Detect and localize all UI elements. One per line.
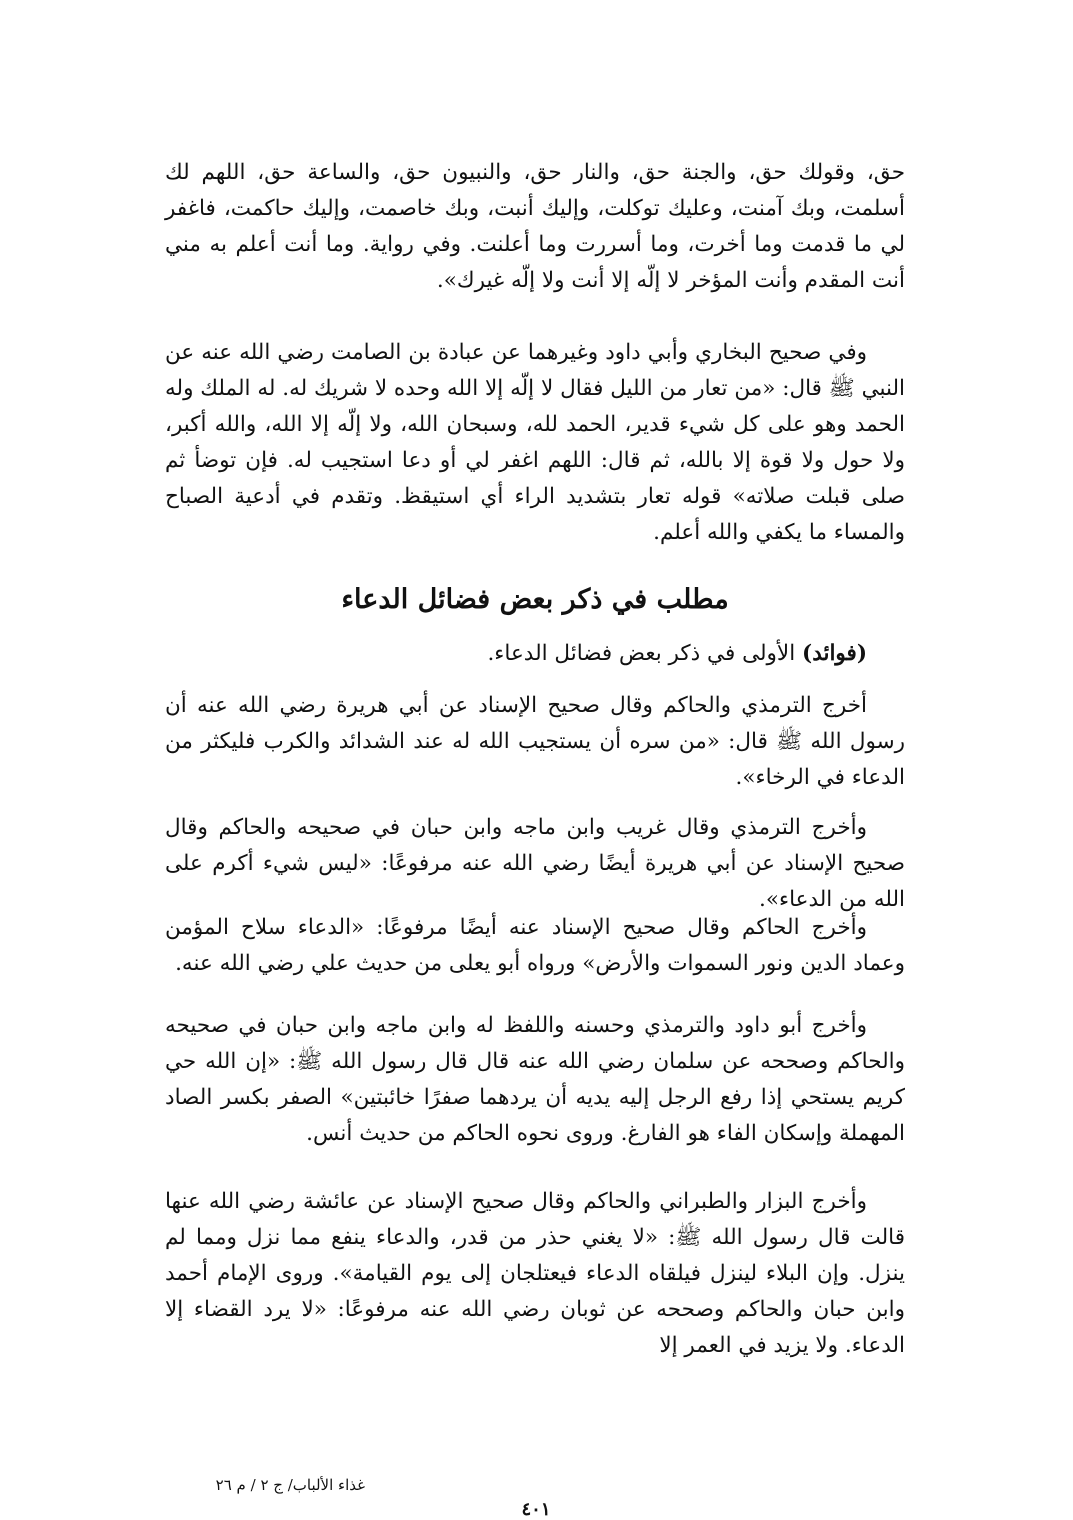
paragraph-abu-dawud: وأخرج أبو داود والترمذي وحسنه واللفظ له وابن ماجه وابن حبان في صحيحه والحاكم وصححه عن سلمان رضي الله عنه قال قال رسول الله ﷺ: «إن الله حي كريم يستحي إذا رفع الرجل إليه يديه أن يردهما صفرًا خائبتين» الصفر بكسر الصاد المهملة وإسكان الفاء هو الفارغ. وروى نحوه الحاكم من حديث أنس. — [165, 1013, 905, 1146]
paragraph-fawaid — [165, 636, 905, 672]
section-heading: مطلب في ذكر بعض فضائل الدعاء — [341, 584, 729, 615]
footer-reference: غذاء الألباب/ ج ٢ / م ٢٦ — [215, 1476, 365, 1494]
paragraph-tirmidhi-gharib: وأخرج الترمذي وقال غريب وابن ماجه وابن حبان في صحيحه والحاكم وقال صحيح الإسناد عن أبي هريرة أيضًا رضي الله عنه مرفوعًا: «ليس شيء أكرم على الله من الدعاء». — [165, 815, 905, 912]
paragraph-bukhari: وفي صحيح البخاري وأبي داود وغيرهما عن عبادة بن الصامت رضي الله عنه عن النبي ﷺ قال: «من تعار من الليل فقال لا إلّه إلا الله وحده لا شريك له. له الملك وله الحمد وهو على كل شيء قدير، الحمد لله، وسبحان الله، ولا إلّه إلا الله، والله أكبر، ولا حول ولا قوة إلا بالله، ثم قال: اللهم اغفر لي أو دعا استجيب له. فإن توضأ ثم صلى قبلت صلاته» قوله تعار بتشديد الراء أي استيقظ. وتقدم في أدعية الصباح والمساء ما يكفي والله أعلم. — [165, 340, 905, 545]
fawaid-label: (فوائد) — [802, 641, 867, 666]
page-number: ٤٠١ — [521, 1499, 551, 1520]
paragraph-continuation: حق، وقولك حق، والجنة حق، والنار حق، والنبيون حق، والساعة حق، اللهم لك أسلمت، وبك آمنت، وعليك توكلت، وإليك أنبت، وبك خاصمت، وإليك حاكمت، فاغفر لي ما قدمت وما أخرت، وما أسررت وما أعلنت. وفي رواية. وما أنت أعلم به مني أنت المقدم وأنت المؤخر لا إلّه إلا أنت ولا إلّه غيرك». — [165, 160, 905, 293]
fawaid-text: الأولى في ذكر بعض فضائل الدعاء. — [487, 641, 803, 666]
paragraph-bazzar: وأخرج البزار والطبراني والحاكم وقال صحيح الإسناد عن عائشة رضي الله عنها قالت قال رسول الله ﷺ: «لا يغني حذر من قدر، والدعاء ينفع مما نزل ومما لم ينزل. وإن البلاء لينزل فيلقاه الدعاء فيعتلجان إلى يوم القيامة». وروى الإمام أحمد وابن حبان والحاكم وصححه عن ثوبان رضي الله عنه مرفوعًا: «لا يرد القضاء إلا الدعاء. ولا يزيد في العمر إلا — [165, 1189, 905, 1358]
paragraph-tirmidhi-hakim: أخرج الترمذي والحاكم وقال صحيح الإسناد عن أبي هريرة رضي الله عنه أن رسول الله ﷺ قال: «من سره أن يستجيب الله له عند الشدائد والكرب فليكثر من الدعاء في الرخاء». — [165, 693, 905, 790]
paragraph-hakim: وأخرج الحاكم وقال صحيح الإسناد عنه أيضًا مرفوعًا: «الدعاء سلاح المؤمن وعماد الدين ونور السموات والأرض» ورواه أبو يعلى من حديث علي رضي الله عنه. — [165, 915, 905, 976]
